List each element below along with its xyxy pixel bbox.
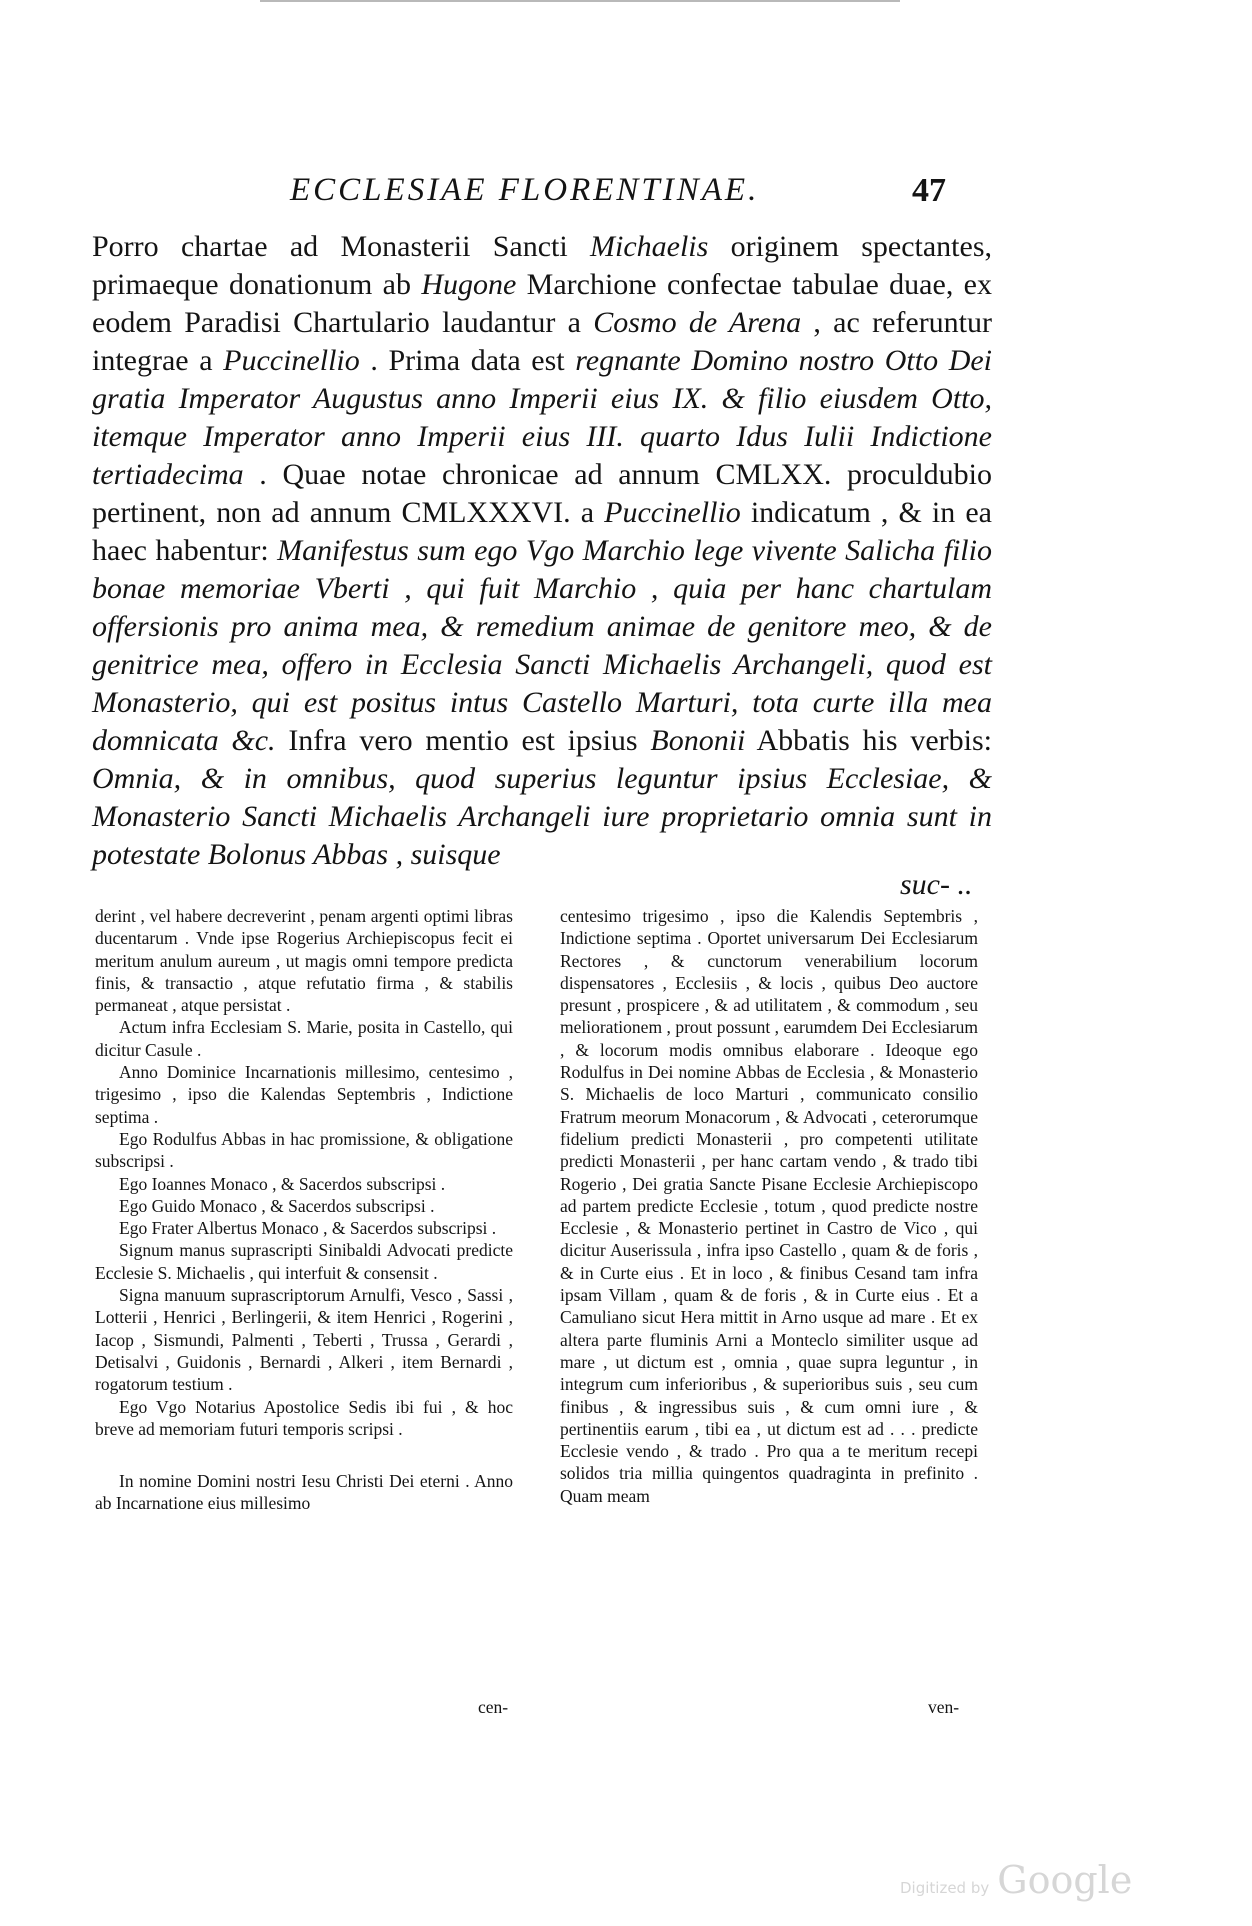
left-paragraph: Ego Guido Monaco , & Sacerdos subscripsi .	[119, 1195, 435, 1216]
left-paragraph: Ego Ioannes Monaco , & Sacerdos subscripsi .	[119, 1173, 446, 1194]
main-text: Porro chartae ad Monasterii Sancti Michaelis originem spectantes, primaeque donationum ab Hugone Marchione confectae tabulae duae, ex eodem Paradisi Chartulario laudantur a Cosmo de Arena , ac referuntur integrae a Puccinellio . Prima data est regnante Domino nostro Otto Dei gratia Imperator Augustus anno Imperii eius IX. & filio eiusdem Otto, itemque Imperator anno Imperii eius III. quarto Idus Iulii Indictione tertiadecima . Quae notae chronicae ad annum CMLXX. proculdubio pertinent, non ad annum CMLXXXVI. a Puccinellio indicatum , & in ea haec habentur: Manifestus sum ego Vgo Marchio lege vivente Salicha filio bonae memoriae Vberti , qui fuit Marchio , quia per hanc chartulam offersionis pro anima mea, & remedium animae de genitore meo, & de genitrice mea, offero in Ecclesia Sancti Michaelis Archangeli, quod est Monasterio, qui est positus intus Castello Marturi, tota curte illa mea domnicata &c. Infra vero mentio est ipsius Bononii Abbatis his verbis: Omnia, & in omnibus, quod superius leguntur ipsius Ecclesiae, & Monasterio Sancti Michaelis Archangeli iure proprietario omnia sunt in potestate Bolonus Abbas , suisque	[92, 230, 993, 871]
left-paragraph: Ego Frater Albertus Monaco , & Sacerdos subscripsi .	[119, 1218, 497, 1239]
left-paragraph: Signum manus suprascripti Sinibaldi Advocati predicte Ecclesie S. Michaelis , qui interfuit & consensit .	[95, 1240, 513, 1283]
left-paragraph: In nomine Domini nostri Iesu Christi Dei eterni . Anno ab Incarnatione eius millesimo	[95, 1471, 513, 1514]
right-column	[560, 905, 978, 1507]
page-header	[0, 172, 1252, 212]
running-title: ECCLESIAE FLORENTINAE.	[290, 172, 760, 208]
left-paragraph: Anno Dominice Incarnationis millesimo, centesimo , trigesimo , ipso die Kalendas Septembris , Indictione septima .	[95, 1062, 513, 1127]
main-paragraph	[92, 228, 992, 874]
left-paragraph: Signa manuum suprascriptorum Arnulfi, Vesco , Sassi , Lotterii , Henrici , Berlingerii, & item Henrici , Rogerini , Iacop , Sismundi, Palmenti , Teberti , Trussa , Gerardi , Detisalvi , Guidonis , Bernardi , Alkeri , item Bernardi , rogatorum testium .	[95, 1285, 513, 1395]
left-paragraph: Actum infra Ecclesiam S. Marie, posita in Castello, qui dicitur Casule .	[95, 1017, 513, 1060]
google-logo: Google	[997, 1858, 1133, 1902]
right-paragraph: centesimo trigesimo , ipso die Kalendis Septembris , Indictione septima . Oportet universarum Dei Ecclesiarum Rectores , & cunctorum venerabilium locorum dispensatores , Ecclesiis , & locis , quibus Deo auctore presunt , prospicere , & ad utilitatem , & commodum , seu meliorationem , prout possunt , earumdem Dei Ecclesiarum , & locorum modis omnibus elaborare . Ideoque ego Rodulfus in Dei nomine Abbas de Ecclesia , & Monasterio S. Michaelis de loco Marturi , communicato consilio Fratrum meorum Monacorum , & Advocati , ceterorumque fidelium predicti Monasterii , pro competenti utilitate predicti Monasterii , per hanc cartam vendo , & trado tibi Rogerio , Dei gratia Sancte Pisane Ecclesie Archiepiscopo ad partem predicte Ecclesie , totum , quod predicte nostre Ecclesie , & Monasterio pertinet in Castro de Vico , qui dicitur Auserissula , infra ipso Castello , quam & de foris , & in Curte eius . Et in loco , & finibus Cesand tam infra ipsam Villam , quam & de foris , & in Curte eius . Et a Camuliano sicut Hera mittit in Arno usque ad mare . Et ex altera parte fluminis Arni a Monteclo similiter usque ad mare , ut dictum est , omnia , quae supra leguntur , in integrum cum inferioribus , & superioribus suis , seu cum finibus , & ingressibus suis , & cum omni iure , & pertinentiis earum , tibi ea , ut dictum est ad . . . predicte Ecclesie vendo , & trado . Pro qua a te meritum recepi solidos tria millia quingentos quadraginta in prefinito . Quam meam	[560, 906, 978, 1506]
scan-edge	[260, 0, 900, 12]
right-catchword: ven-	[928, 1697, 960, 1717]
page-number: 47	[912, 172, 946, 209]
left-column	[95, 905, 513, 1515]
left-paragraph: Ego Vgo Notarius Apostolice Sedis ibi fui , & hoc breve ad memoriam futuri temporis scripsi .	[95, 1396, 513, 1439]
main-catchword: suc- ..	[900, 868, 973, 901]
left-paragraph: Ego Rodulfus Abbas in hac promissione, & obligatione subscripsi .	[95, 1128, 513, 1172]
left-paragraph: derint , vel habere decreverint , penam argenti optimi libras ducentarum . Vnde ipse Rogerius Archiepiscopus fecit ei meritum anulum aureum , ut magis omni tempore predicta finis, & transactio , atque refutatio firma , & stabilis permaneat , atque persistat .	[95, 906, 513, 1016]
digitized-watermark: Digitized by Google	[900, 1858, 1133, 1902]
left-catchword: cen-	[478, 1697, 509, 1717]
